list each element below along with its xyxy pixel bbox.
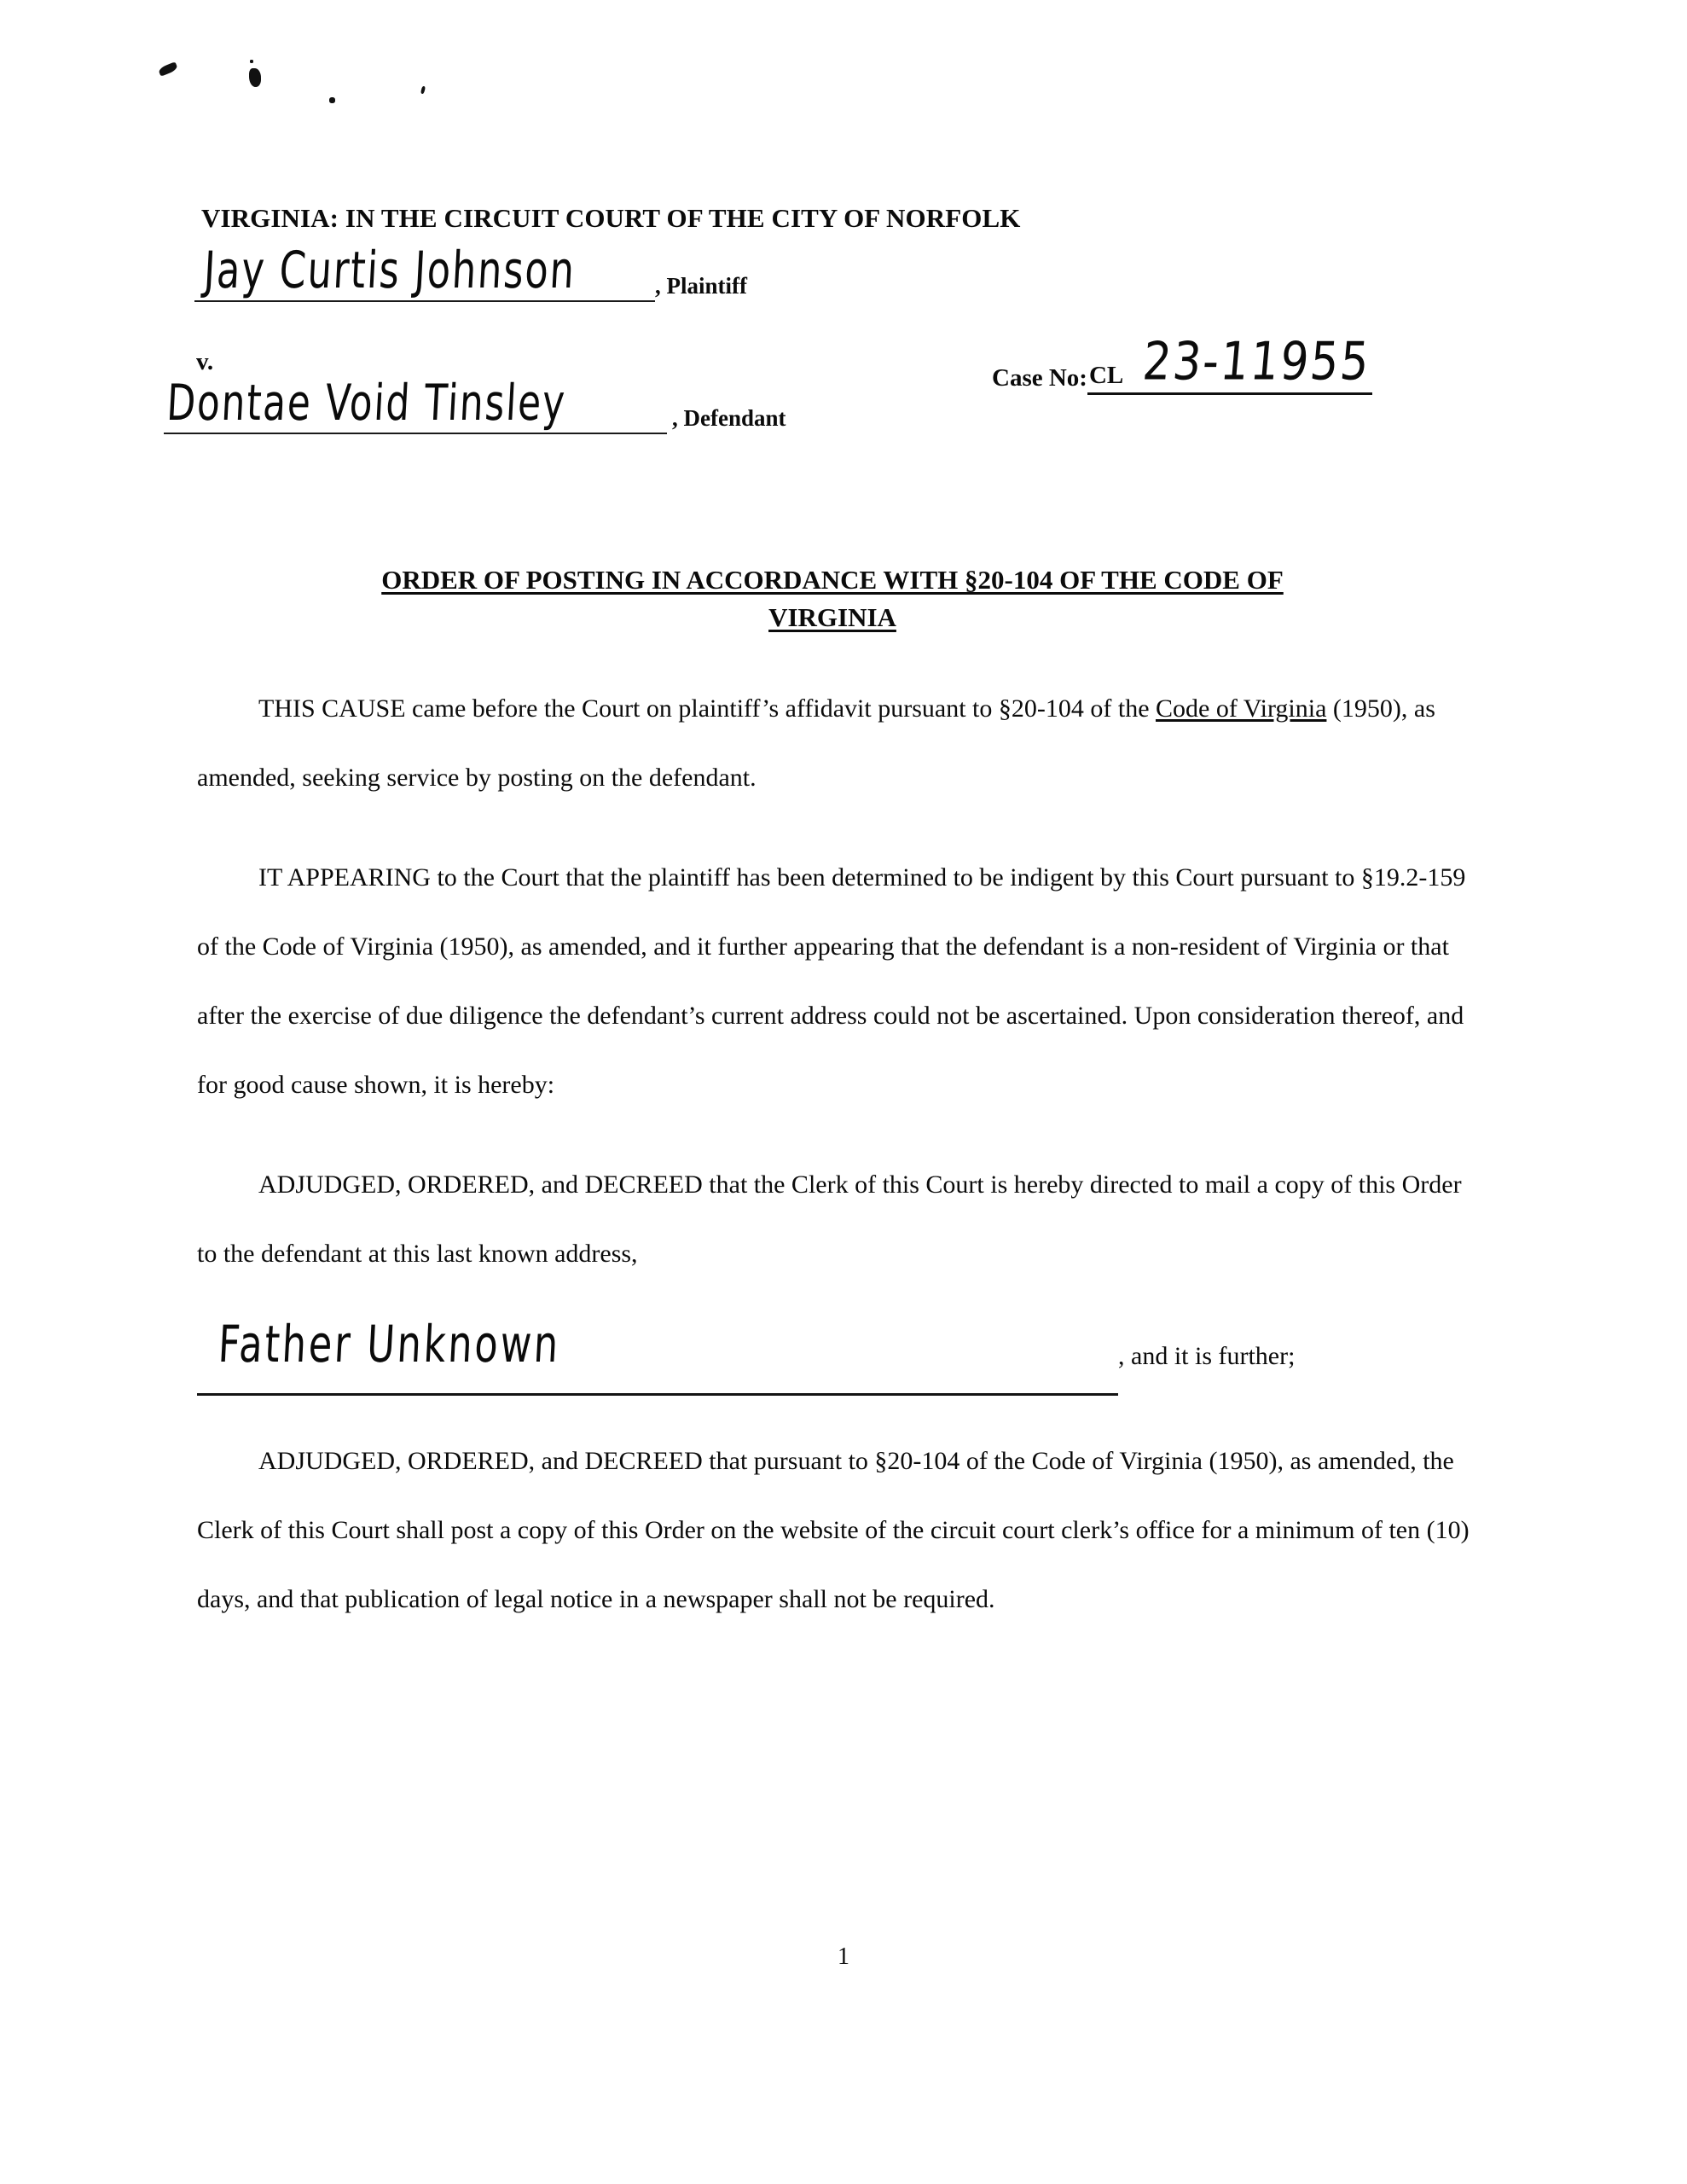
court-title: VIRGINIA: IN THE CIRCUIT COURT OF THE CITY OF NORFOLK — [201, 203, 1021, 233]
last-known-address-handwriting: Father Unknown — [217, 1315, 562, 1374]
body-paragraph-1-part-1: THIS CAUSE came before the Court on plaintiff’s affidavit pursuant to §20-104 of the — [258, 694, 1157, 723]
document-heading — [201, 561, 1464, 636]
plaintiff-name-field — [194, 241, 655, 302]
body-paragraph-3: ADJUDGED, ORDERED, and DECREED that the Clerk of this Court is hereby directed to mail a copy of this Order to the defendant at this last known address, — [197, 1170, 1462, 1268]
page-number: 1 — [838, 1943, 849, 1970]
plaintiff-name-handwriting: Jay Curtis Johnson — [202, 241, 577, 300]
defendant-caption-row — [164, 374, 786, 434]
scan-speck-icon — [250, 60, 253, 63]
body-paragraph-4: ADJUDGED, ORDERED, and DECREED that pursuant to §20-104 of the Code of Virginia (1950), as amended, the Clerk of this Court shall post a copy of this Order on the website of the circuit court clerk’s office for a minimum of ten (10) days, and that publication of legal notice in a newspaper shall not be required. — [197, 1447, 1470, 1613]
plaintiff-caption-row — [194, 241, 747, 302]
document-heading-line-1: ORDER OF POSTING IN ACCORDANCE WITH §20-104 OF THE CODE OF — [381, 565, 1284, 595]
code-of-virginia-citation: Code of Virginia — [1156, 694, 1327, 723]
versus-label: v. — [196, 348, 214, 375]
scan-speck-icon — [420, 86, 426, 95]
last-known-address-trailing-text: , and it is further; — [1118, 1342, 1296, 1370]
case-number-handwriting: 23-11955 — [1140, 332, 1373, 392]
case-number-field — [1125, 332, 1373, 395]
order-body — [197, 674, 1472, 1664]
defendant-name-handwriting: Dontae Void Tinsley — [165, 374, 568, 433]
body-paragraph-1 — [197, 674, 1472, 812]
case-number-prefix: CL — [1087, 362, 1125, 395]
last-known-address-row — [197, 1315, 1472, 1396]
scan-speck-icon — [329, 97, 335, 103]
case-number-label: Case No: — [992, 364, 1087, 392]
scan-speck-icon — [249, 68, 261, 87]
scan-speck-icon — [158, 61, 178, 77]
defendant-name-field — [164, 374, 667, 434]
body-paragraph-2: IT APPEARING to the Court that the plaintiff has been determined to be indigent by this Court pursuant to §19.2-159 of the Code of Virginia (1950), as amended, and it further appearing that the defendant is a non-resident of Virginia or that after the exercise of due diligence the defendant’s current address could not be ascertained. Upon consideration thereof, and for good cause shown, it is hereby: — [197, 863, 1466, 1099]
document-heading-line-2: VIRGINIA — [768, 602, 896, 633]
defendant-role-label: , Defendant — [672, 405, 786, 431]
case-number-row — [992, 332, 1373, 395]
last-known-address-field — [197, 1315, 1118, 1396]
body-paragraph-1-part-2: (1950), as amended, seeking service by posting on the defendant. — [197, 694, 1435, 792]
plaintiff-role-label: , Plaintiff — [655, 273, 747, 299]
